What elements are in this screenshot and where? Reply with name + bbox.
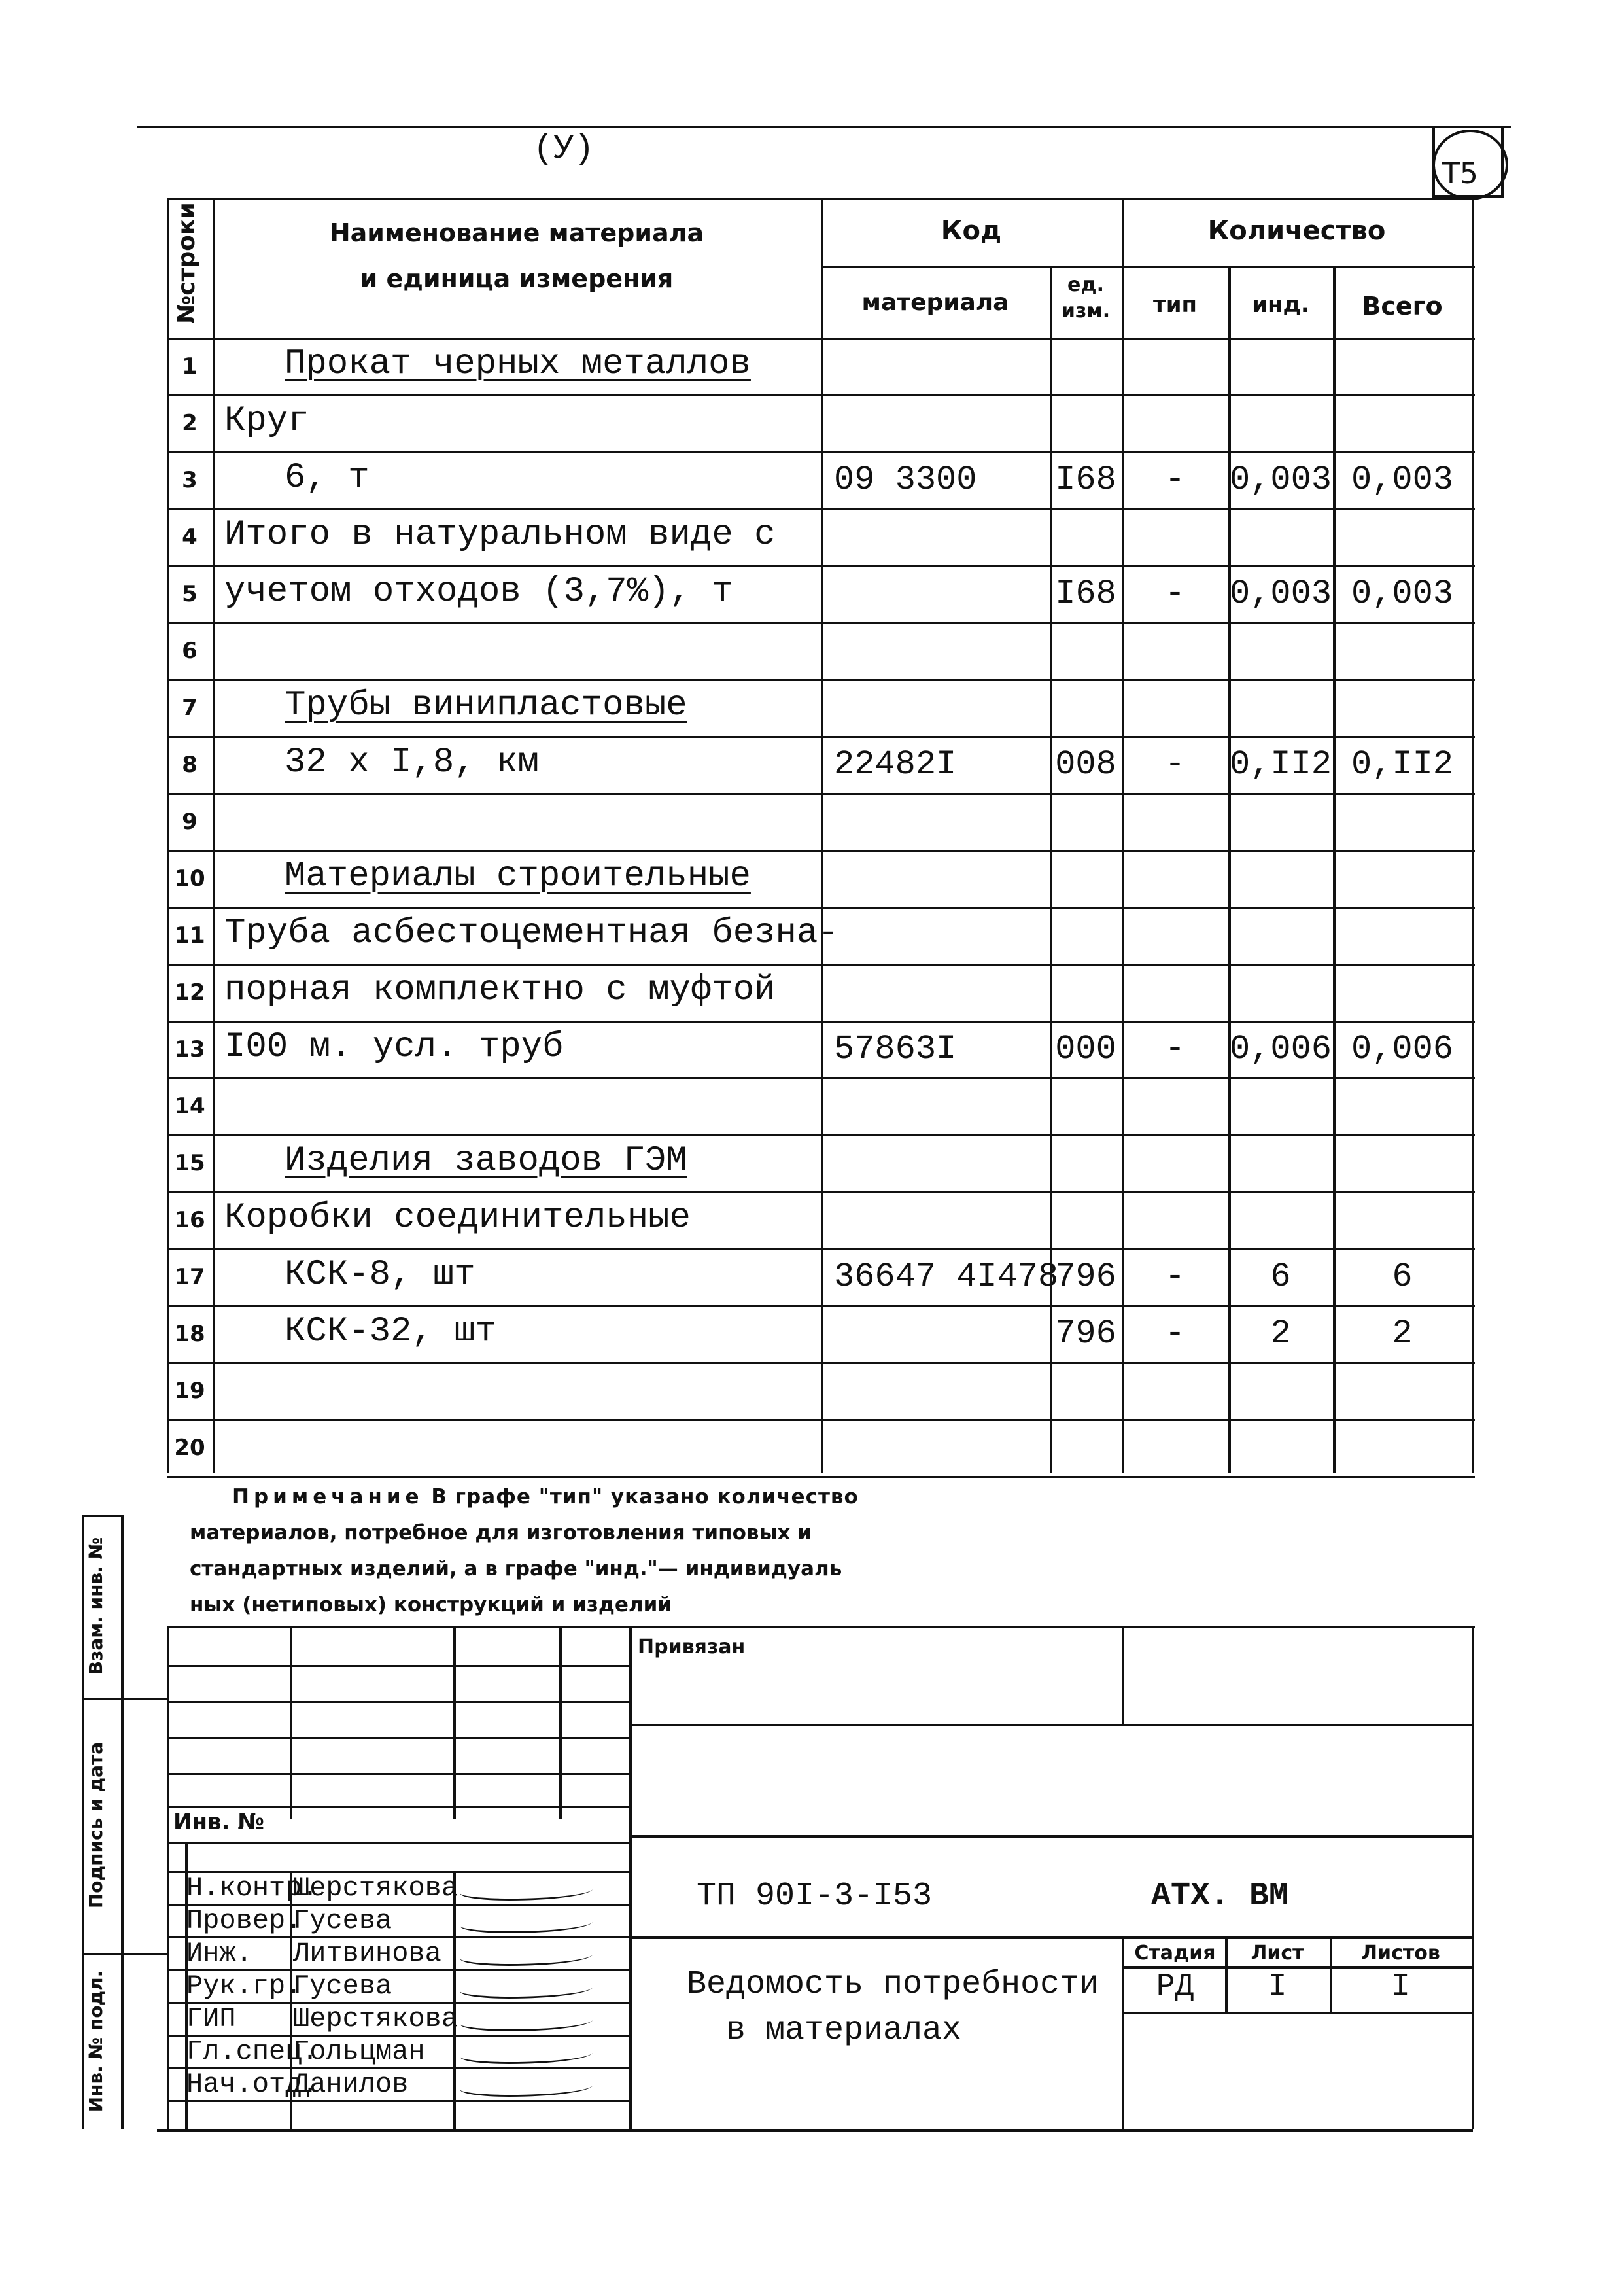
col-qty-type-header: тип	[1152, 292, 1198, 318]
doc-mark: АТХ. ВМ	[1151, 1878, 1289, 1915]
signature-mark	[457, 1947, 596, 1966]
signer-name: Шерстякова	[293, 2003, 458, 2035]
col-code-header: Код	[941, 216, 1002, 246]
cell-ind: 2	[1270, 1314, 1291, 1353]
note-label: Примечание	[232, 1485, 424, 1509]
cell-no: 19	[174, 1378, 205, 1404]
cell-name: КСК-32, шт	[285, 1312, 497, 1352]
cell-unit: 796	[1055, 1314, 1116, 1353]
signature-mark	[457, 1882, 596, 1901]
cell-no: 9	[182, 809, 198, 835]
signer-role: Нач.отд.	[186, 2069, 319, 2100]
signer-name: Шерстякова	[293, 1872, 458, 1904]
margin-label-sign-date: Подпись и дата	[85, 1742, 107, 1909]
sheet-code: Т5	[1442, 157, 1478, 190]
cell-name: Круг	[224, 401, 309, 441]
margin-label-replace-inv: Взам. инв. №	[85, 1537, 107, 1675]
cell-type: -	[1164, 1030, 1186, 1068]
cell-no: 6	[182, 638, 198, 664]
stage-label: Стадия	[1134, 1942, 1216, 1965]
cell-no: 8	[182, 752, 198, 778]
cell-total: 0,003	[1351, 461, 1454, 499]
cell-name: Трубы винипластовые	[285, 686, 687, 726]
col-name-header-1: Наименование материала	[329, 219, 704, 247]
doc-title-2: в материалах	[726, 2012, 962, 2049]
note-line-2: материалов, потребное для изготовления типовых и	[190, 1521, 812, 1545]
col-code-material-header: материала	[861, 289, 1009, 316]
sheet-value: I	[1268, 1969, 1287, 2005]
cell-type: -	[1164, 574, 1186, 613]
cell-unit: I68	[1055, 574, 1116, 613]
cell-type: -	[1164, 461, 1186, 499]
cell-no: 7	[182, 695, 198, 721]
cell-type: -	[1164, 1314, 1186, 1353]
cell-no: 14	[174, 1093, 205, 1119]
signature-mark	[457, 2012, 596, 2031]
signer-role: Провер.	[186, 1905, 302, 1936]
cell-name: 6, т	[285, 458, 370, 498]
cell-name: Коробки соединительные	[224, 1198, 691, 1238]
cell-no: 16	[174, 1207, 205, 1233]
cell-no: 13	[174, 1036, 205, 1062]
cell-name: Изделия заводов ГЭМ	[285, 1141, 687, 1181]
col-row-number-header: №строки	[173, 202, 200, 324]
header-mark: (У)	[533, 130, 595, 168]
cell-name: порная комплектно с муфтой	[224, 970, 776, 1010]
cell-total: 0,003	[1351, 574, 1454, 613]
signer-role: Рук.гр.	[186, 1971, 302, 2002]
cell-name: Материалы строительные	[285, 856, 751, 896]
cell-name: Итого в натуральном виде с	[224, 515, 776, 555]
cell-type: -	[1164, 745, 1186, 784]
signature-mark	[457, 1914, 596, 1933]
cell-no: 20	[174, 1435, 205, 1461]
cell-no: 12	[174, 979, 205, 1006]
cell-no: 5	[182, 581, 198, 607]
cell-no: 11	[174, 922, 205, 949]
doc-title-1: Ведомость потребности	[687, 1966, 1099, 2003]
cell-code: 57863I	[834, 1030, 957, 1068]
sheets-value: I	[1391, 1969, 1410, 2005]
signature-mark	[457, 2045, 596, 2064]
cell-unit: 000	[1055, 1030, 1116, 1068]
cell-unit: 008	[1055, 745, 1116, 784]
cell-total: 0,II2	[1351, 745, 1454, 784]
sheet-label: Лист	[1251, 1942, 1304, 1965]
signer-role: Инж.	[186, 1938, 252, 1969]
margin-label-inv-original: Инв. № подл.	[85, 1970, 107, 2112]
margin-rule-right	[121, 1515, 124, 2129]
note-line-4: ных (нетиповых) конструкций и изделий	[190, 1593, 672, 1617]
signature-mark	[457, 1980, 596, 1999]
cell-no: 3	[182, 467, 198, 493]
attached-label: Привязан	[638, 1636, 746, 1658]
signer-role: ГИП	[186, 2003, 236, 2035]
inv-no-label: Инв. №	[173, 1809, 265, 1835]
signer-role: Гл.спец.	[186, 2036, 319, 2067]
cell-no: 15	[174, 1150, 205, 1176]
note-text-1: В графе "тип" указано количество	[431, 1485, 859, 1509]
signer-name: Гусева	[293, 1971, 392, 2002]
cell-name: Труба асбестоцементная безна-	[224, 913, 839, 953]
margin-rule-top	[82, 1515, 124, 1517]
cell-ind: 0,II2	[1229, 745, 1332, 784]
cell-no: 18	[174, 1321, 205, 1347]
signer-name: Гусева	[293, 1905, 392, 1936]
cell-total: 2	[1392, 1314, 1413, 1353]
col-name-header-2: и единица измерения	[360, 264, 674, 293]
col-qty-header: Количество	[1207, 216, 1386, 246]
col-unit-header-2: изм.	[1061, 300, 1111, 323]
cell-code: 09 3300	[834, 461, 977, 499]
cell-no: 4	[182, 524, 198, 550]
cell-code: 36647 4I478	[834, 1257, 1059, 1296]
cell-ind: 0,006	[1229, 1030, 1332, 1068]
doc-code: ТП 90I-3-I53	[697, 1878, 933, 1915]
stage-value: РД	[1156, 1969, 1194, 2005]
cell-no: 10	[174, 866, 205, 892]
col-qty-total-header: Всего	[1362, 292, 1443, 321]
signer-name: Литвинова	[293, 1938, 441, 1969]
margin-rule-left	[82, 1515, 84, 2129]
cell-no: 1	[182, 353, 198, 379]
cell-total: 0,006	[1351, 1030, 1454, 1068]
signer-name: Гольцман	[293, 2036, 425, 2067]
note-line-3: стандартных изделий, а в графе "инд."— индивидуаль	[190, 1557, 842, 1581]
col-unit-header-1: ед.	[1067, 273, 1104, 296]
signature-mark	[457, 2078, 596, 2097]
cell-no: 2	[182, 410, 198, 436]
cell-unit: 796	[1055, 1257, 1116, 1296]
cell-unit: I68	[1055, 461, 1116, 499]
cell-ind: 0,003	[1229, 574, 1332, 613]
cell-type: -	[1164, 1257, 1186, 1296]
margin-divider-1	[82, 1698, 167, 1700]
signer-name: Данилов	[293, 2069, 409, 2100]
cell-name: учетом отходов (3,7%), т	[224, 572, 733, 612]
cell-name: Прокат черных металлов	[285, 344, 751, 384]
cell-no: 17	[174, 1264, 205, 1290]
cell-code: 22482I	[834, 745, 957, 784]
cell-ind: 6	[1270, 1257, 1291, 1296]
cell-name: 32 х I,8, км	[285, 743, 539, 782]
sheets-label: Листов	[1361, 1942, 1440, 1965]
col-qty-ind-header: инд.	[1252, 292, 1309, 318]
cell-total: 6	[1392, 1257, 1413, 1296]
cell-name: КСК-8, шт	[285, 1255, 475, 1295]
cell-ind: 0,003	[1229, 461, 1332, 499]
signer-role: Н.контр.	[186, 1872, 319, 1904]
cell-name: I00 м. усл. труб	[224, 1027, 564, 1067]
